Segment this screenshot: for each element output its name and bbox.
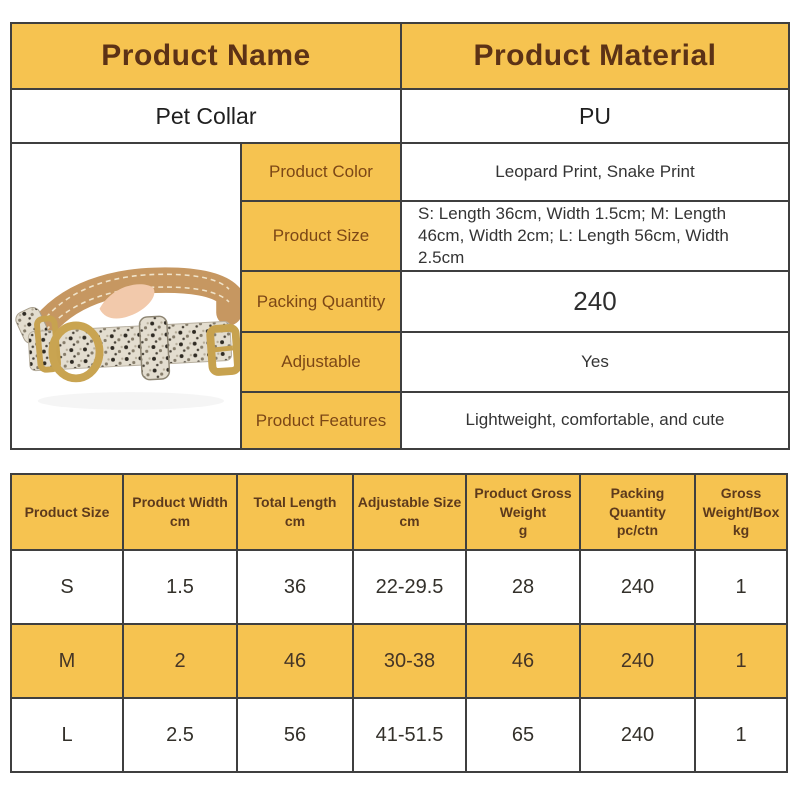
size-table-header-cell: Gross Weight/Box kg <box>696 475 786 549</box>
size-table-cell: 28 <box>467 551 579 623</box>
size-table-cell: 46 <box>467 625 579 697</box>
size-table-header-cell: Total Length cm <box>238 475 352 549</box>
size-chart-table <box>10 473 788 773</box>
size-table-cell: 2 <box>124 625 236 697</box>
size-table-header-cell: Product Gross Weight g <box>467 475 579 549</box>
product-photo <box>12 144 240 448</box>
size-table-header-cell: Packing Quantity pc/ctn <box>581 475 694 549</box>
spec-value: Lightweight, comfortable, and cute <box>402 393 788 448</box>
spec-label: Product Color <box>242 144 400 200</box>
size-table-cell: 2.5 <box>124 699 236 771</box>
product-material-value: PU <box>402 90 788 142</box>
spec-label: Packing Quantity <box>242 272 400 331</box>
size-table-cell: 46 <box>238 625 352 697</box>
size-table-cell: 22-29.5 <box>354 551 465 623</box>
size-table-cell: 65 <box>467 699 579 771</box>
size-table-cell: 56 <box>238 699 352 771</box>
spec-label: Product Features <box>242 393 400 448</box>
size-table-cell: 240 <box>581 551 694 623</box>
size-table-cell: 1 <box>696 551 786 623</box>
size-table-cell: 30-38 <box>354 625 465 697</box>
spec-label: Product Size <box>242 202 400 270</box>
size-table-cell: 1 <box>696 699 786 771</box>
size-table-cell: 41-51.5 <box>354 699 465 771</box>
product-material-header: Product Material <box>402 24 788 88</box>
size-table-cell: 1 <box>696 625 786 697</box>
spec-label: Adjustable <box>242 333 400 391</box>
product-info-table <box>10 22 790 450</box>
spec-value: 240 <box>402 272 788 331</box>
spec-value: S: Length 36cm, Width 1.5cm; M: Length 46cm, Width 2cm; L: Length 56cm, Width 2.5cm <box>402 202 788 270</box>
size-table-cell: 240 <box>581 699 694 771</box>
product-name-value: Pet Collar <box>12 90 400 142</box>
spec-value: Leopard Print, Snake Print <box>402 144 788 200</box>
size-table-header-cell: Adjustable Size cm <box>354 475 465 549</box>
size-table-cell: S <box>12 551 122 623</box>
size-table-cell: 36 <box>238 551 352 623</box>
size-table-cell: 240 <box>581 625 694 697</box>
size-table-cell: M <box>12 625 122 697</box>
product-name-header: Product Name <box>12 24 400 88</box>
size-table-header-cell: Product Width cm <box>124 475 236 549</box>
product-image <box>12 144 240 448</box>
size-table-header-cell: Product Size <box>12 475 122 549</box>
size-table-cell: 1.5 <box>124 551 236 623</box>
spec-value: Yes <box>402 333 788 391</box>
size-table-cell: L <box>12 699 122 771</box>
